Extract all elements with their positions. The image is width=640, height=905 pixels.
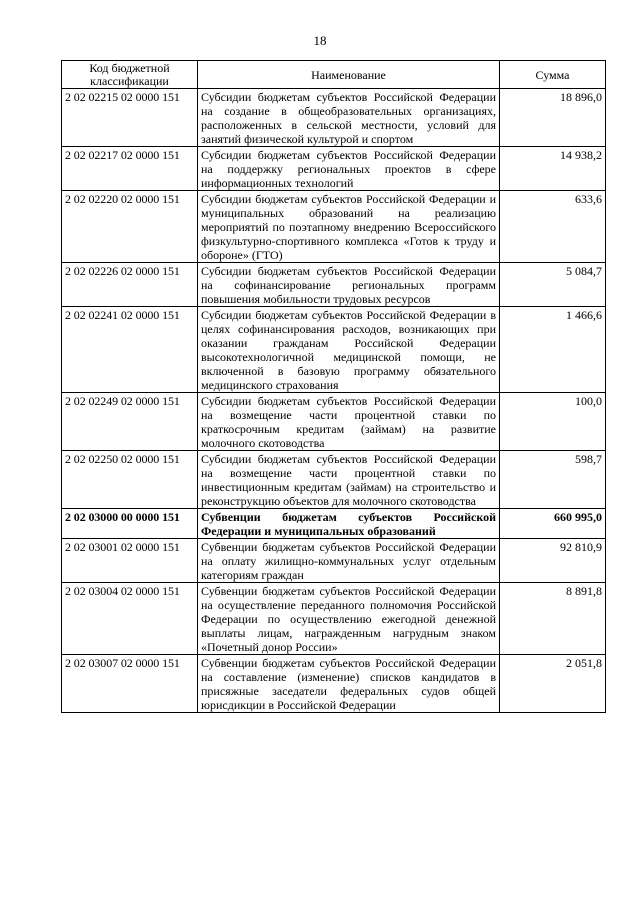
table-header-row <box>62 61 606 89</box>
row-name: Субсидии бюджетам субъектов Российской Федерации на поддержку региональных проектов в сфере информационных технологий <box>198 147 500 191</box>
row-sum: 598,7 <box>500 451 606 509</box>
row-code: 2 02 02220 02 0000 151 <box>62 191 198 263</box>
row-name: Субвенции бюджетам субъектов Российской Федерации на оплату жилищно-коммунальных услуг отдельным категориям граждан <box>198 539 500 583</box>
row-sum: 18 896,0 <box>500 89 606 147</box>
row-name: Субсидии бюджетам субъектов Российской Федерации на софинансирование региональных программ повышения мобильности трудовых ресурсов <box>198 263 500 307</box>
table-row <box>62 89 606 147</box>
table-row <box>62 191 606 263</box>
row-name: Субсидии бюджетам субъектов Российской Федерации на создание в общеобразовательных организациях, расположенных в сельской местности, условий для занятий физической культурой и спортом <box>198 89 500 147</box>
row-code: 2 02 02249 02 0000 151 <box>62 393 198 451</box>
row-code: 2 02 03007 02 0000 151 <box>62 655 198 713</box>
row-name: Субвенции бюджетам субъектов Российской Федерации на осуществление переданного полномочия Российской Федерации по осуществлению ежегодной денежной выплаты лицам, награжденным нагрудным знаком «Почетный донор России» <box>198 583 500 655</box>
row-name: Субсидии бюджетам субъектов Российской Федерации в целях софинансирования расходов, возникающих при оказании гражданам Российской Федерации высокотехнологичной медицинской помощи, не включенной в базовую программу обязательного медицинского страхования <box>198 307 500 393</box>
row-sum: 660 995,0 <box>500 509 606 539</box>
row-name: Субсидии бюджетам субъектов Российской Федерации на возмещение части процентной ставки по краткосрочным кредитам (займам) на развитие молочного скотоводства <box>198 393 500 451</box>
page-number: 18 <box>313 33 327 48</box>
row-code: 2 02 02215 02 0000 151 <box>62 89 198 147</box>
row-code: 2 02 03004 02 0000 151 <box>62 583 198 655</box>
row-sum: 8 891,8 <box>500 583 606 655</box>
table-row <box>62 539 606 583</box>
row-sum: 92 810,9 <box>500 539 606 583</box>
table-row <box>62 263 606 307</box>
header-sum: Сумма <box>500 61 606 89</box>
table-body <box>62 89 606 713</box>
header-name: Наименование <box>198 61 500 89</box>
table-row <box>62 451 606 509</box>
header-code: Код бюджетной классификации <box>62 61 198 89</box>
row-name: Субвенции бюджетам субъектов Российской Федерации на составление (изменение) списков кандидатов в присяжные заседатели федеральных судов общей юрисдикции в Российской Федерации <box>198 655 500 713</box>
row-sum: 100,0 <box>500 393 606 451</box>
row-code: 2 02 02217 02 0000 151 <box>62 147 198 191</box>
row-code: 2 02 03001 02 0000 151 <box>62 539 198 583</box>
row-name: Субвенции бюджетам субъектов Российской Федерации и муниципальных образований <box>198 509 500 539</box>
budget-table <box>61 60 606 713</box>
row-sum: 2 051,8 <box>500 655 606 713</box>
table-row <box>62 393 606 451</box>
row-sum: 14 938,2 <box>500 147 606 191</box>
table-row <box>62 583 606 655</box>
row-sum: 633,6 <box>500 191 606 263</box>
row-sum: 5 084,7 <box>500 263 606 307</box>
row-code: 2 02 02226 02 0000 151 <box>62 263 198 307</box>
row-sum: 1 466,6 <box>500 307 606 393</box>
table-row <box>62 655 606 713</box>
row-code: 2 02 02241 02 0000 151 <box>62 307 198 393</box>
table-row <box>62 147 606 191</box>
row-code: 2 02 03000 00 0000 151 <box>62 509 198 539</box>
table-row <box>62 307 606 393</box>
table-row-subtotal <box>62 509 606 539</box>
row-name: Субсидии бюджетам субъектов Российской Федерации на возмещение части процентной ставки по инвестиционным кредитам (займам) на строительство и реконструкцию объектов для молочного скотоводства <box>198 451 500 509</box>
row-code: 2 02 02250 02 0000 151 <box>62 451 198 509</box>
row-name: Субсидии бюджетам субъектов Российской Федерации и муниципальных образований на реализацию мероприятий по поэтапному внедрению Всероссийского физкультурно-спортивного комплекса «Готов к труду и обороне» (ГТО) <box>198 191 500 263</box>
